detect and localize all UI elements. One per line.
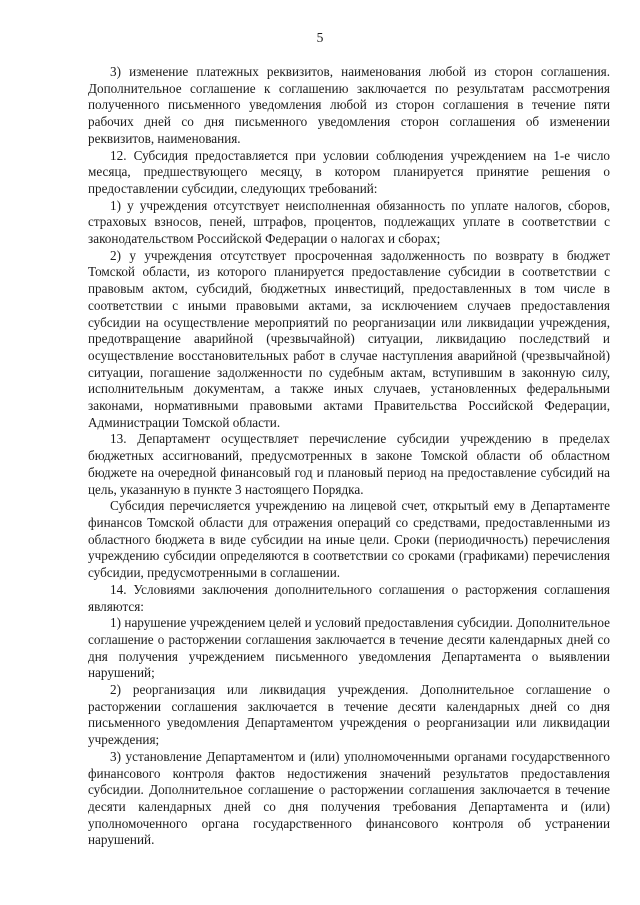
page-number: 5 — [316, 30, 324, 45]
document-body — [88, 64, 610, 849]
paragraph-requirement-1: 1) у учреждения отсутствует неисполненная обязанность по уплате налогов, сборов, страховых взносов, пеней, штрафов, процентов, подлежащих уплате в соответствии с законодательством Российской Федерации о налогах и сборах; — [88, 197, 610, 247]
paragraph-clause-14: 14. Условиями заключения дополнительного соглашения о расторжения соглашения являются: — [88, 581, 610, 614]
paragraph-subsidy-transfer: Субсидия перечисляется учреждению на лицевой счет, открытый ему в Департаменте финансов Томской области для отражения операций со средствами, предоставленными из областного бюджета в виде субсидии на иные цели. Сроки (периодичность) перечисления учреждению субсидии определяются в соответствии со сроками (графиками) перечисления субсидии, предусмотренными в соглашении. — [88, 498, 610, 581]
paragraph-condition-3: 3) установление Департаментом и (или) уполномоченными органами государственного финансового контроля фактов недостижения значений результатов предоставления субсидии. Дополнительное соглашение о расторжении соглашения заключается в течение десяти календарных дней со дня получения требования Департамента и (или) уполномоченного органа государственного финансового контроля об устранении нарушений. — [88, 748, 610, 848]
paragraph-clause-13: 13. Департамент осуществляет перечисление субсидии учреждению в пределах бюджетных ассигнований, предусмотренных в законе Томской области об областном бюджете на очередной финансовый год и плановый период на предоставление субсидий на цель, указанную в пункте 3 настоящего Порядка. — [88, 431, 610, 497]
paragraph-condition-2: 2) реорганизация или ликвидация учреждения. Дополнительное соглашение о расторжении соглашения заключается в течение десяти календарных дней со дня письменного уведомления Департаментом учреждения о реорганизации или ликвидации учреждения; — [88, 682, 610, 748]
paragraph-condition-1: 1) нарушение учреждением целей и условий предоставления субсидии. Дополнительное соглашение о расторжении соглашения заключается в течение десяти календарных дней со дня получения учреждением письменного уведомления Департамента о выявлении нарушений; — [88, 615, 610, 681]
paragraph-item-3-requisites-change: 3) изменение платежных реквизитов, наименования любой из сторон соглашения. Дополнительное соглашение к соглашению заключается по результатам рассмотрения полученного письменного уведомления любой из сторон соглашения в течение пяти рабочих дней со дня письменного уведомления сторон соглашения об изменении реквизитов, наименования. — [88, 64, 610, 146]
paragraph-clause-12: 12. Субсидия предоставляется при условии соблюдения учреждением на 1-е число месяца, предшествующего месяцу, в котором планируется принятие решения о предоставлении субсидии, следующих требований: — [88, 147, 610, 196]
paragraph-requirement-2: 2) у учреждения отсутствует просроченная задолженность по возврату в бюджет Томской области, из которого планируется предоставление субсидии в соответствии с правовым актом, субсидий, бюджетных инвестиций, предоставленных в том числе в соответствии с иными правовыми актами, за исключением случаев предоставления субсидии на осуществление мероприятий по реорганизации или ликвидации учреждения, предотвращение аварийной (чрезвычайной) ситуации, ликвидацию последствий и осуществление восстановительных работ в случае наступления аварийной (чрезвычайной) ситуации, погашение задолженности по судебным актам, вступившим в законную силу, исполнительным документам, а также иных случаев, установленных федеральными законами, нормативными правовыми актами Правительства Российской Федерации, Администрации Томской области. — [88, 247, 610, 430]
